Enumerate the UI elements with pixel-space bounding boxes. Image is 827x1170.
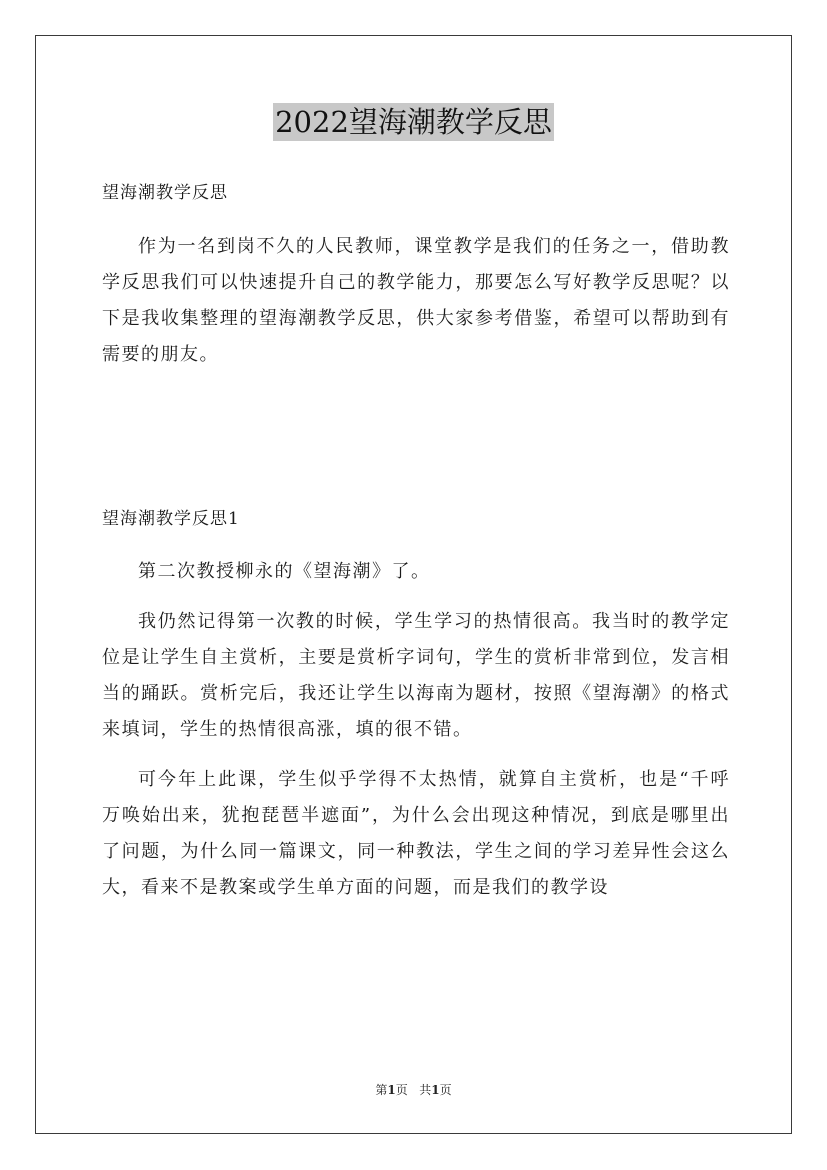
body-paragraph-2: 我仍然记得第一次教的时候，学生学习的热情很高。我当时的教学定位是让学生自主赏析，主要是赏析字词句，学生的赏析非常到位，发言相当的踊跃。赏析完后，我还让学生以海南为题材，按照《望海潮》的格式来填词，学生的热情很高涨，填的很不错。 <box>102 611 730 740</box>
total-prefix: 共 <box>419 1083 432 1097</box>
total-suffix: 页 <box>439 1083 452 1097</box>
page-number: 1 <box>387 1083 396 1097</box>
title-block <box>0 103 827 141</box>
section-body <box>102 554 730 906</box>
page-prefix: 第 <box>375 1083 388 1097</box>
document-subtitle: 望海潮教学反思 <box>102 183 228 203</box>
total-number: 1 <box>431 1083 440 1097</box>
section-heading: 望海潮教学反思1 <box>102 509 240 529</box>
intro-block <box>102 229 730 373</box>
intro-paragraph: 作为一名到岗不久的人民教师，课堂教学是我们的任务之一，借助教学反思我们可以快速提升自己的教学能力，那要怎么写好教学反思呢？以下是我收集整理的望海潮教学反思，供大家参考借鉴，希望可以帮助到有需要的朋友。 <box>102 236 730 365</box>
body-paragraph-1: 第二次教授柳永的《望海潮》了。 <box>138 561 431 582</box>
body-paragraph-3: 可今年上此课，学生似乎学得不太热情，就算自主赏析，也是“千呼万唤始出来，犹抱琵琶半遮面”，为什么会出现这种情况，到底是哪里出了问题，为什么同一篇课文，同一种教法，学生之间的学习差异性会这么大，看来不是教案或学生单方面的问题，而是我们的教学设 <box>102 769 730 898</box>
page-footer <box>0 1082 827 1098</box>
page-suffix: 页 <box>395 1083 408 1097</box>
document-title: 2022望海潮教学反思 <box>275 105 552 139</box>
